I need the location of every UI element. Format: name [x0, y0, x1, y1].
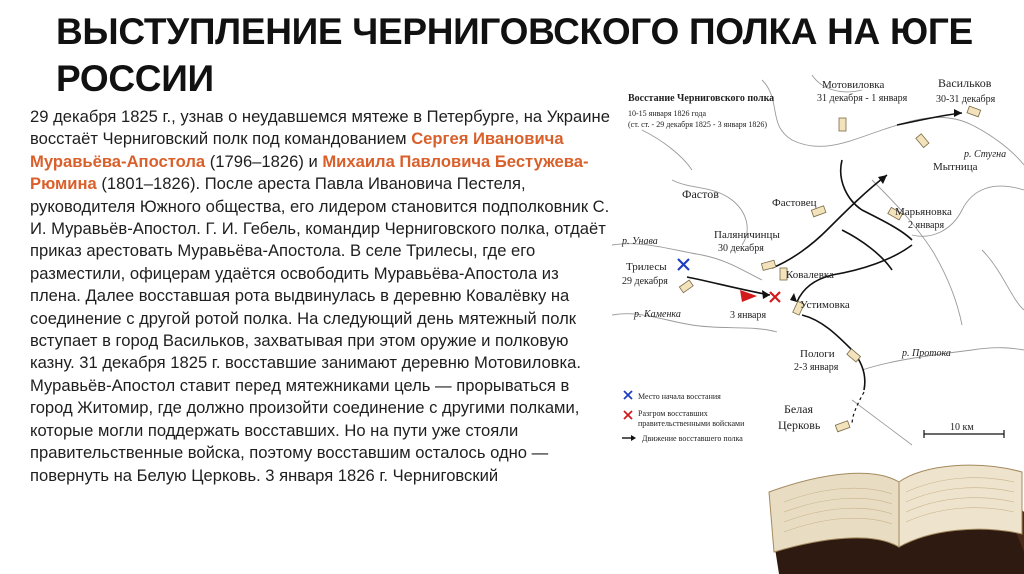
- legend-defeat-1: Разгром восставших: [638, 409, 708, 418]
- label-vasilkov: Васильков: [938, 76, 992, 90]
- label-tserkov: Церковь: [778, 418, 821, 432]
- map-dates-1: 10-15 января 1826 года: [628, 109, 706, 118]
- label-trilesy: Трилесы: [626, 261, 667, 273]
- label-jan-3: 3 января: [730, 310, 767, 321]
- label-palyanichintsy: Паляничинцы: [714, 229, 780, 241]
- label-motovilovka: Мотовиловка: [822, 79, 885, 91]
- map-title: Восстание Черниговского полка: [628, 93, 775, 104]
- map-dates-2: (ст. ст. - 29 декабря 1825 - 3 января 1826): [628, 120, 768, 129]
- legend-defeat-2: правительственными войсками: [638, 419, 745, 428]
- label-r-stugna: р. Стугна: [964, 149, 1007, 160]
- uprising-map: [612, 70, 1024, 460]
- legend-start: Место начала восстания: [638, 392, 721, 401]
- scale-label: 10 км: [950, 422, 974, 433]
- label-pologi-date: 2-3 января: [794, 362, 839, 373]
- label-maryanovka: Марьяновка: [895, 206, 952, 218]
- label-motovilovka-date: 31 декабря - 1 января: [817, 93, 908, 104]
- page-title: ВЫСТУПЛЕНИЕ ЧЕРНИГОВСКОГО ПОЛКА НА ЮГЕ РОССИИ: [56, 11, 973, 99]
- label-r-protoka: р. Протока: [902, 348, 951, 359]
- label-fastovets: Фастовец: [772, 197, 817, 209]
- legend-route: Движение восставшего полка: [642, 434, 743, 443]
- label-fastov: Фастов: [682, 187, 719, 201]
- label-palyanichintsy-date: 30 декабря: [718, 243, 764, 254]
- text-part-3: (1801–1826). После ареста Павла Ивановича Пестеля, руководителя Южного общества, его лидером становится подполковник С. И. Муравьёв-Апостол. Г. И. Гебель, командир Черниговского полка, отдаёт приказ арестовать Муравьёва-Апостола. В селе Трилесы, где его разместили, офицерам удаётся освободить Муравьёва-Апостола из плена. Далее восставшая рота выдвинулась в деревню Ковалёвку на соединение с другой ротой полка. На следующий день мятежный полк вступает в город Васильков, захватывая при этом оружие и полковую казну. 31 декабря 1825 г. восставшие занимают деревню Мотовиловка. Муравьёв-Апостол ставит перед мятежниками цель — прорываться в город Житомир, где должно произойти соединение с другими полками, которые могли поддержать восставших. Но на пути уже стояли правительственные войска, поэтому восставшим осталось одно — повернуть на Белую Церковь. 3 января 1826 г. Черниговский: [30, 174, 610, 485]
- label-pologi: Пологи: [800, 348, 835, 360]
- label-mytnitsa: Мытница: [933, 161, 978, 173]
- label-vasilkov-date: 30-31 декабря: [936, 94, 996, 105]
- label-maryanovka-date: 2 января: [908, 220, 945, 231]
- label-r-unava: р. Унава: [622, 236, 658, 247]
- label-trilesy-date: 29 декабря: [622, 276, 668, 287]
- label-kovalevka: Ковалевка: [786, 269, 834, 281]
- name-bestuzhev-ryumin: Михаила Павловича Бестужева-Рюмина: [30, 151, 589, 194]
- name-muravyov-apostol: Сергея Ивановича Муравьёва-Апостола: [30, 129, 564, 171]
- label-belaya: Белая: [784, 402, 814, 416]
- label-r-kamenka: р. Каменка: [634, 309, 681, 320]
- text-part-2: (1796–1826) и: [205, 151, 323, 171]
- label-ustimovka: Устимовка: [800, 299, 850, 311]
- main-text: [30, 106, 612, 487]
- text-part-1: 29 декабря 1825 г., узнав о неудавшемся мятеже в Петербурге, на Украине восстаёт Черниговский полк под командованием: [30, 107, 610, 149]
- book-image: [764, 452, 1024, 574]
